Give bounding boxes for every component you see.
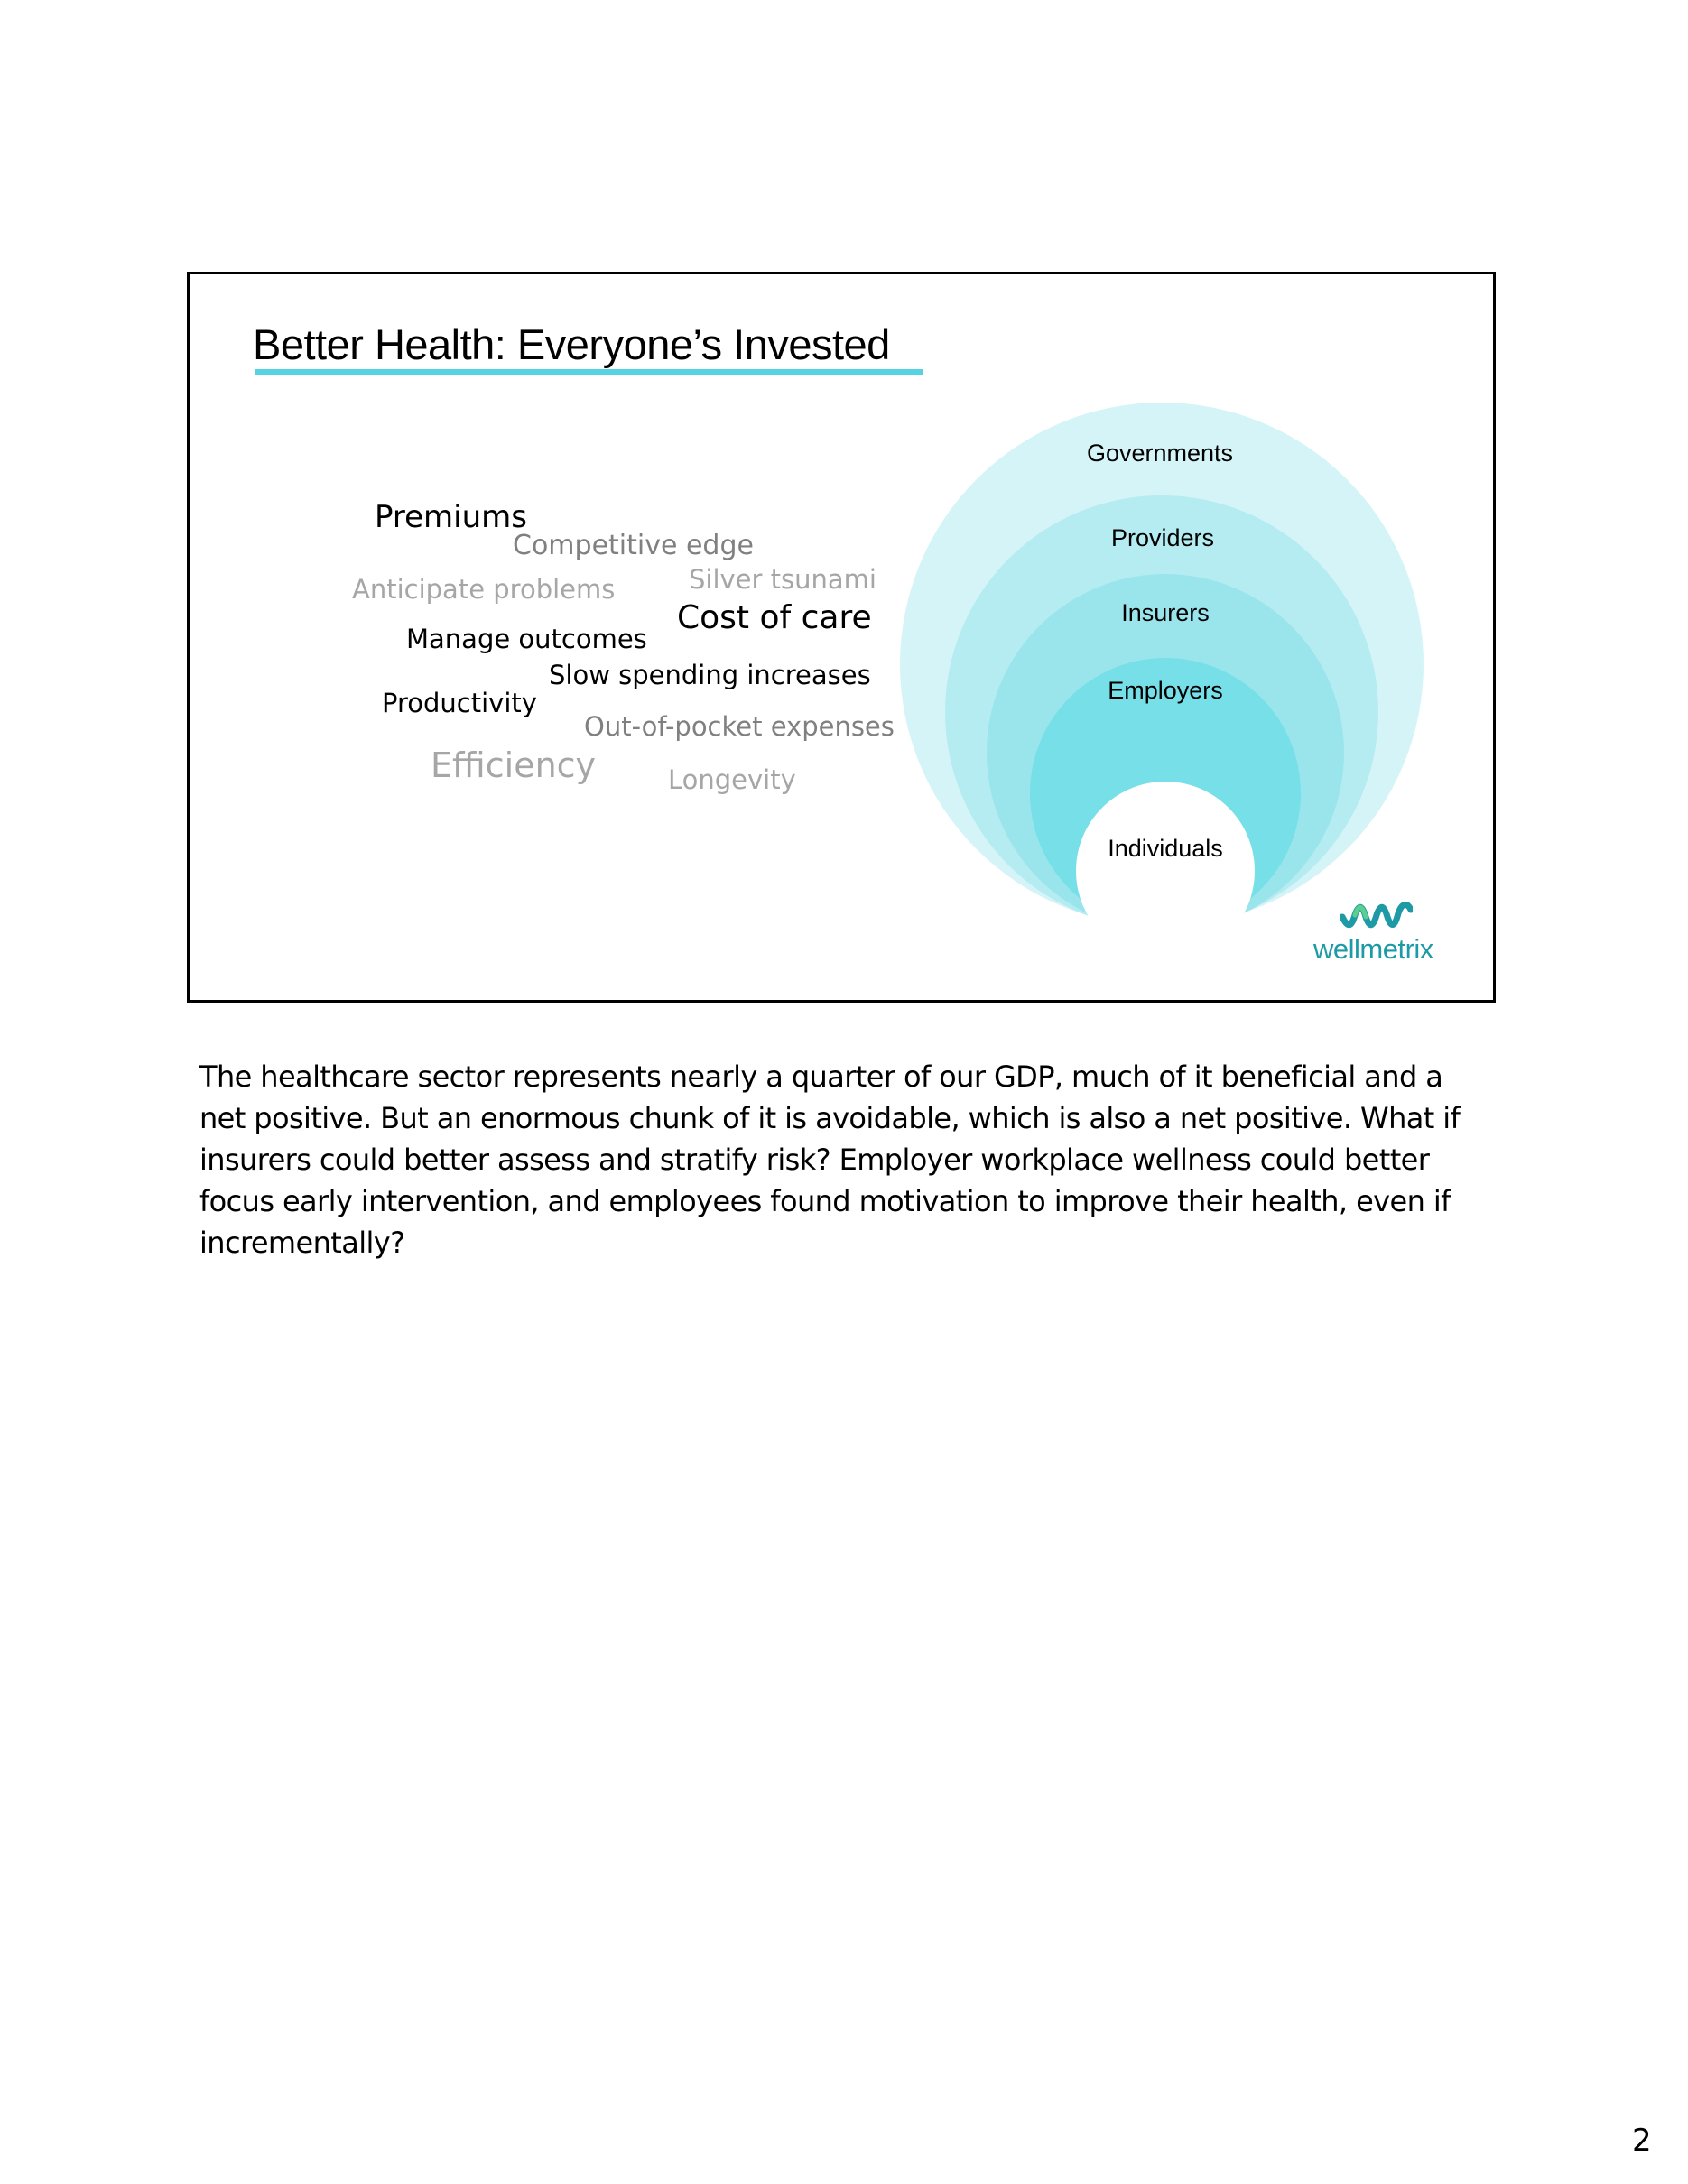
label-providers: Providers <box>1110 524 1215 551</box>
word-competitive-edge: Competitive edge <box>513 530 754 561</box>
wellmetrix-logo <box>1313 897 1458 969</box>
word-efficiency: Efficiency <box>431 745 597 785</box>
wave-icon <box>1340 897 1413 933</box>
title-underline <box>255 369 923 375</box>
label-governments: Governments <box>1086 440 1234 467</box>
label-employers: Employers <box>1108 677 1223 704</box>
word-silver-tsunami: Silver tsunami <box>689 564 876 595</box>
label-individuals: Individuals <box>1108 835 1223 862</box>
word-productivity: Productivity <box>382 688 537 718</box>
slide-title: Better Health: Everyone’s Invested <box>253 320 890 368</box>
ring-individuals <box>1076 782 1255 960</box>
page-number: 2 <box>1632 2123 1652 2159</box>
notes-paragraph: The healthcare sector represents nearly a quarter of our GDP, much of it beneficial and a net positive. But an enormous chunk of it is avoidable, which is also a net positive. What if insurers could better assess and stratify risk? Employer workplace wellness could better focus early intervention, and employees found motivation to improve their health, even if incrementally? <box>199 1060 1461 1260</box>
slide-frame <box>187 272 1496 1003</box>
word-manage-outcomes: Manage outcomes <box>406 624 647 654</box>
word-out-of-pocket-expenses: Out-of-pocket expenses <box>584 711 895 742</box>
word-slow-spending-increases: Slow spending increases <box>549 660 871 690</box>
label-insurers: Insurers <box>1121 599 1210 626</box>
word-premiums: Premiums <box>375 499 528 535</box>
word-longevity: Longevity <box>668 764 796 795</box>
word-anticipate-problems: Anticipate problems <box>352 574 616 605</box>
logo-text: wellmetrix <box>1313 933 1433 965</box>
word-cost-of-care: Cost of care <box>677 599 872 636</box>
